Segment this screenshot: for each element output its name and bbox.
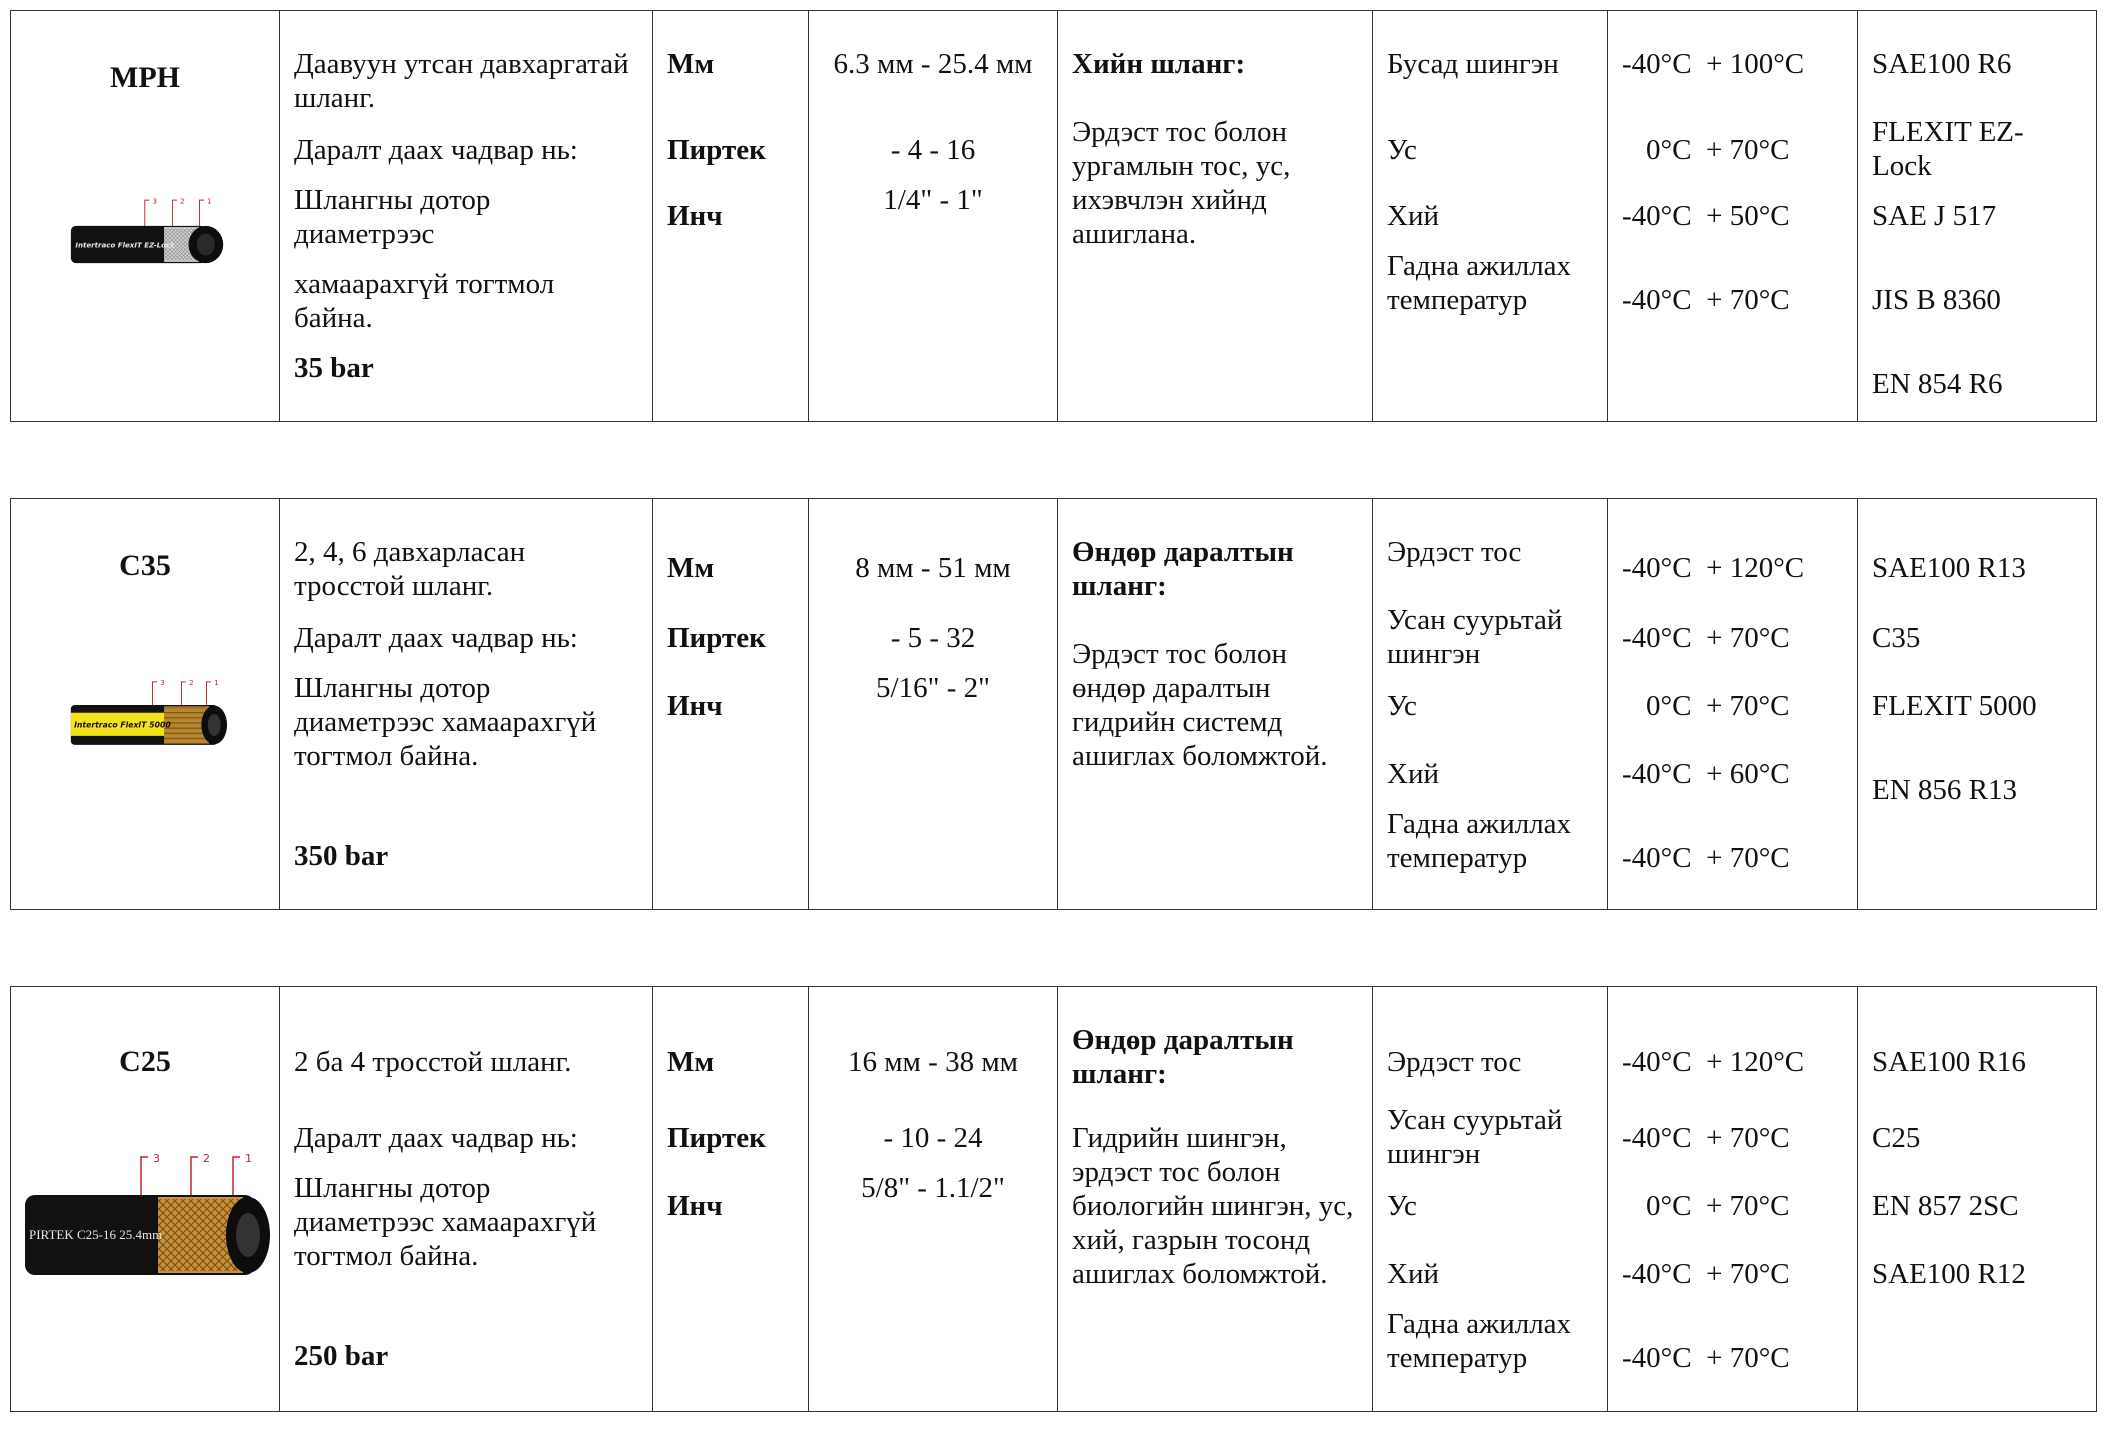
standard-item: C35 [1872, 622, 1921, 654]
application-title: Өндөр даралтын шланг: [1072, 536, 1294, 602]
size-cell [809, 499, 1058, 910]
unit-pirtek: Пиртек [667, 1122, 766, 1154]
application-title: Хийн шланг: [1072, 48, 1246, 80]
size-pirtek: - 4 - 16 [890, 134, 976, 166]
pressure-label: Даралт даах чадвар нь: [294, 622, 578, 654]
unit-pirtek: Пиртек [667, 622, 766, 654]
size-inch: 5/8" - 1.1/2" [861, 1172, 1005, 1204]
temp-range: -40°C + 100°C [1622, 48, 1805, 80]
temp-range: -40°C + 120°C [1622, 1046, 1805, 1078]
size-pirtek: - 5 - 32 [890, 622, 976, 654]
standard-item: FLEXIT 5000 [1872, 690, 2037, 722]
temp-range: -40°C + 60°C [1622, 758, 1790, 790]
pressure-value: 350 bar [294, 840, 389, 872]
hose-table-c25 [10, 986, 2097, 1412]
temp-range: -40°C + 70°C [1622, 284, 1790, 316]
temp-range: -40°C + 70°C [1622, 622, 1790, 654]
temp-range: -40°C + 120°C [1622, 552, 1805, 584]
temperature-cell [1608, 987, 1858, 1412]
hose-code: MPH [110, 61, 180, 94]
temp-range: 0°C + 70°C [1646, 690, 1790, 722]
standard-item: EN 854 R6 [1872, 368, 2003, 400]
media-item: Хий [1387, 1258, 1439, 1290]
media-item: Ус [1387, 1190, 1417, 1222]
size-cell [809, 987, 1058, 1412]
application-text: Гидрийн шингэн, эрдэст тос болон биологийн шингэн, ус, хий, газрын тосонд ашиглах боломжтой. [1072, 1122, 1354, 1290]
hose-image [23, 669, 273, 759]
unit-inch: Инч [667, 690, 723, 722]
pressure-value: 250 bar [294, 1340, 389, 1372]
unit-inch: Инч [667, 1190, 723, 1222]
description-cell [280, 987, 653, 1412]
temp-range: -40°C + 50°C [1622, 200, 1790, 232]
hose-code: C35 [119, 549, 171, 582]
application-text: Эрдэст тос болон өндөр даралтын гидрийн системд ашиглах боломжтой. [1072, 638, 1328, 772]
media-item: Гадна ажиллах температур [1387, 250, 1572, 316]
application-title: Өндөр даралтын шланг: [1072, 1024, 1294, 1090]
unit-cell [653, 499, 809, 910]
media-item: Гадна ажиллах температур [1387, 808, 1572, 874]
constant-text: хамаарахгүй тогтмол байна. [294, 268, 555, 334]
temp-range: -40°C + 70°C [1622, 1258, 1790, 1290]
unit-pirtek: Пиртек [667, 134, 766, 166]
callout-1: 1 [245, 1152, 252, 1165]
standard-item: SAE100 R12 [1872, 1258, 2026, 1290]
callout-2: 2 [203, 1152, 210, 1165]
pressure-value: 35 bar [294, 352, 374, 384]
standard-item: SAE100 R16 [1872, 1046, 2026, 1078]
media-cell [1373, 11, 1608, 422]
standard-item: JIS B 8360 [1872, 284, 2001, 316]
media-item: Эрдэст тос [1387, 536, 1522, 568]
hose-image [23, 186, 273, 276]
standard-item: SAE100 R13 [1872, 552, 2026, 584]
temp-range: 0°C + 70°C [1646, 1190, 1790, 1222]
standard-item: EN 856 R13 [1872, 774, 2017, 806]
unit-cell [653, 987, 809, 1412]
size-mm: 8 мм - 51 мм [855, 552, 1011, 584]
media-item: Хий [1387, 200, 1439, 232]
standard-item: EN 857 2SC [1872, 1190, 2019, 1222]
temp-range: 0°C + 70°C [1646, 134, 1790, 166]
callout-1: 1 [207, 196, 212, 206]
temp-range: -40°C + 70°C [1622, 1122, 1790, 1154]
media-item: Гадна ажиллах температур [1387, 1308, 1572, 1374]
media-item: Эрдэст тос [1387, 1046, 1522, 1078]
diameter-text: Шлангны дотор диаметрээс хамаарахгүй тогтмол байна. [294, 1172, 597, 1272]
hose-image-cell [11, 499, 280, 910]
callout-1: 1 [214, 678, 219, 688]
description-cell [280, 11, 653, 422]
hose-image [23, 1137, 273, 1287]
application-cell [1058, 11, 1373, 422]
media-cell [1373, 499, 1608, 910]
size-mm: 16 мм - 38 мм [847, 1046, 1019, 1078]
callout-3: 3 [152, 196, 157, 206]
construction-text: 2 ба 4 тросстой шланг. [294, 1046, 572, 1078]
unit-cell [653, 11, 809, 422]
hose-table-mph [10, 10, 2097, 422]
diameter-text: Шлангны дотор диаметрээс хамаарахгүй тогтмол байна. [294, 672, 597, 772]
application-text: Эрдэст тос болон ургамлын тос, ус, ихэвчлэн хийнд ашиглана. [1072, 116, 1291, 250]
media-item: Усан суурьтай шингэн [1387, 604, 1563, 670]
description-cell [280, 499, 653, 910]
media-item: Усан суурьтай шингэн [1387, 1104, 1563, 1170]
unit-mm: Мм [667, 1046, 715, 1078]
media-item: Ус [1387, 690, 1417, 722]
size-cell [809, 11, 1058, 422]
standard-item: SAE J 517 [1872, 200, 1997, 232]
application-cell [1058, 987, 1373, 1412]
temp-range: -40°C + 70°C [1622, 842, 1790, 874]
unit-mm: Мм [667, 48, 715, 80]
temperature-cell [1608, 499, 1858, 910]
size-inch: 1/4" - 1" [883, 184, 983, 216]
standard-item: SAE100 R6 [1872, 48, 2012, 80]
size-pirtek: - 10 - 24 [883, 1122, 983, 1154]
application-cell [1058, 499, 1373, 910]
size-mm: 6.3 мм - 25.4 мм [833, 48, 1033, 80]
media-cell [1373, 987, 1608, 1412]
hose-table-c35 [10, 498, 2097, 910]
media-item: Хий [1387, 758, 1439, 790]
hose-brand-print: Intertraco FlexIT EZ-Lock [75, 240, 175, 250]
construction-text: Даавуун утсан давхаргатай шланг. [294, 48, 629, 114]
hose-image-cell [11, 987, 280, 1412]
hose-code: C25 [119, 1045, 171, 1078]
callout-2: 2 [189, 678, 194, 688]
media-item: Бусад шингэн [1387, 48, 1559, 80]
construction-text: 2, 4, 6 давхарласан тросстой шланг. [294, 536, 526, 602]
pressure-label: Даралт даах чадвар нь: [294, 134, 578, 166]
callout-2: 2 [180, 196, 185, 206]
size-inch: 5/16" - 2" [876, 672, 990, 704]
callout-3: 3 [153, 1152, 160, 1165]
standards-cell [1858, 499, 2097, 910]
pressure-label: Даралт даах чадвар нь: [294, 1122, 578, 1154]
unit-inch: Инч [667, 200, 723, 232]
callout-3: 3 [160, 678, 165, 688]
standards-cell [1858, 987, 2097, 1412]
unit-mm: Мм [667, 552, 715, 584]
temperature-cell [1608, 11, 1858, 422]
standards-cell [1858, 11, 2097, 422]
media-item: Ус [1387, 134, 1417, 166]
standard-item: FLEXIT EZ-Lock [1872, 116, 2024, 182]
standard-item: C25 [1872, 1122, 1921, 1154]
temp-range: -40°C + 70°C [1622, 1342, 1790, 1374]
hose-image-cell [11, 11, 280, 422]
hose-brand-print: PIRTEK C25-16 25.4mm [29, 1227, 163, 1242]
hose-brand-print: Intertraco FlexIT 5000 [74, 720, 171, 730]
diameter-text: Шлангны дотор диаметрээс [294, 184, 491, 250]
